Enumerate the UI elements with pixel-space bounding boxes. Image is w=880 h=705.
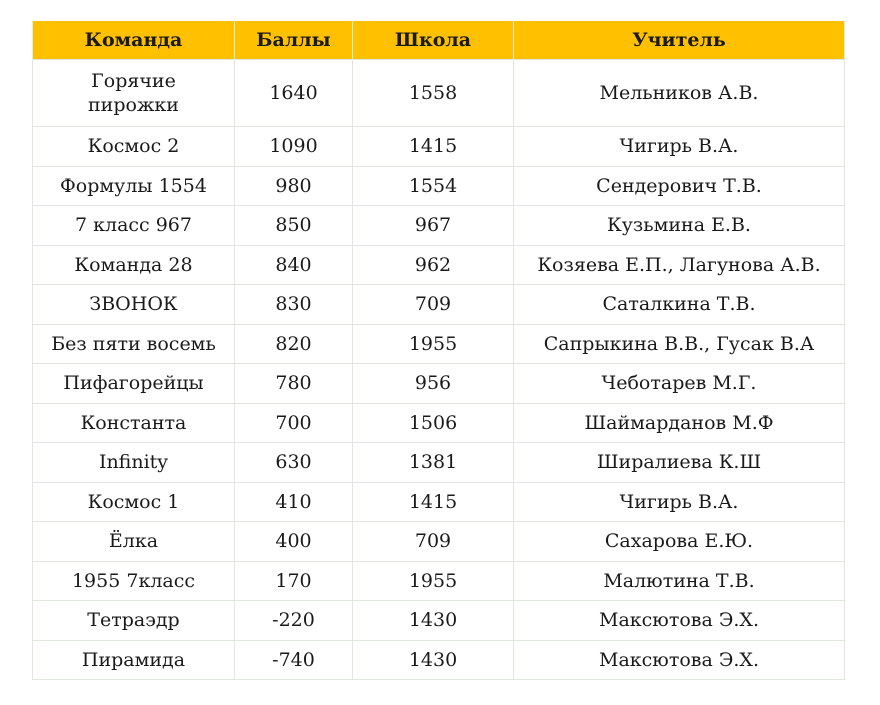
cell-score: 820 [235,324,353,364]
cell-school: 1430 [353,640,514,680]
cell-school: 956 [353,364,514,404]
cell-teacher: Шаймарданов М.Ф [514,403,845,443]
table-row [33,245,845,285]
cell-teacher: Сапрыкина В.В., Гусак В.А [514,324,845,364]
cell-school: 1955 [353,324,514,364]
table-row [33,127,845,167]
cell-team: Константа [33,403,235,443]
cell-teacher: Саталкина Т.В. [514,285,845,325]
cell-team: 1955 7класс [33,561,235,601]
cell-school: 962 [353,245,514,285]
cell-score: 980 [235,166,353,206]
results-table [32,21,845,680]
cell-teacher: Сендерович Т.В. [514,166,845,206]
cell-school: 1430 [353,601,514,641]
cell-teacher: Малютина Т.В. [514,561,845,601]
cell-teacher: Кузьмина Е.В. [514,206,845,246]
cell-school: 1955 [353,561,514,601]
cell-team: Пифагорейцы [33,364,235,404]
cell-school: 1558 [353,60,514,127]
cell-school: 1415 [353,482,514,522]
cell-score: -740 [235,640,353,680]
cell-teacher: Ширалиева К.Ш [514,443,845,483]
cell-team: Пирамида [33,640,235,680]
cell-team: Тетраэдр [33,601,235,641]
cell-score: -220 [235,601,353,641]
cell-team: Infinity [33,443,235,483]
table-row [33,522,845,562]
cell-teacher: Чеботарев М.Г. [514,364,845,404]
cell-score: 780 [235,364,353,404]
cell-teacher: Максютова Э.Х. [514,601,845,641]
results-table-container [32,21,844,680]
table-row [33,324,845,364]
cell-score: 840 [235,245,353,285]
column-header-score: Баллы [235,21,353,60]
table-header [33,21,845,60]
cell-score: 400 [235,522,353,562]
cell-team: 7 класс 967 [33,206,235,246]
cell-team: ЗВОНОК [33,285,235,325]
cell-team: Горячие пирожки [33,60,235,127]
table-row [33,561,845,601]
cell-team: Команда 28 [33,245,235,285]
table-row [33,285,845,325]
cell-score: 1640 [235,60,353,127]
column-header-school: Школа [353,21,514,60]
cell-school: 967 [353,206,514,246]
cell-school: 1554 [353,166,514,206]
cell-score: 1090 [235,127,353,167]
table-row [33,640,845,680]
cell-school: 1415 [353,127,514,167]
column-header-teacher: Учитель [514,21,845,60]
cell-score: 830 [235,285,353,325]
cell-teacher: Максютова Э.Х. [514,640,845,680]
cell-team: Ёлка [33,522,235,562]
table-row [33,206,845,246]
cell-team: Формулы 1554 [33,166,235,206]
cell-team: Космос 2 [33,127,235,167]
table-row [33,166,845,206]
cell-teacher: Чигирь В.А. [514,127,845,167]
cell-score: 170 [235,561,353,601]
column-header-team: Команда [33,21,235,60]
cell-team: Без пяти восемь [33,324,235,364]
cell-score: 410 [235,482,353,522]
cell-teacher: Сахарова Е.Ю. [514,522,845,562]
header-row [33,21,845,60]
cell-score: 630 [235,443,353,483]
cell-school: 1381 [353,443,514,483]
cell-teacher: Козяева Е.П., Лагунова А.В. [514,245,845,285]
cell-teacher: Мельников А.В. [514,60,845,127]
table-row [33,601,845,641]
table-row [33,443,845,483]
table-row [33,482,845,522]
cell-school: 1506 [353,403,514,443]
cell-school: 709 [353,285,514,325]
cell-score: 700 [235,403,353,443]
table-row [33,364,845,404]
cell-team: Космос 1 [33,482,235,522]
cell-school: 709 [353,522,514,562]
cell-score: 850 [235,206,353,246]
cell-teacher: Чигирь В.А. [514,482,845,522]
table-body [33,60,845,680]
table-row [33,403,845,443]
table-row [33,60,845,127]
